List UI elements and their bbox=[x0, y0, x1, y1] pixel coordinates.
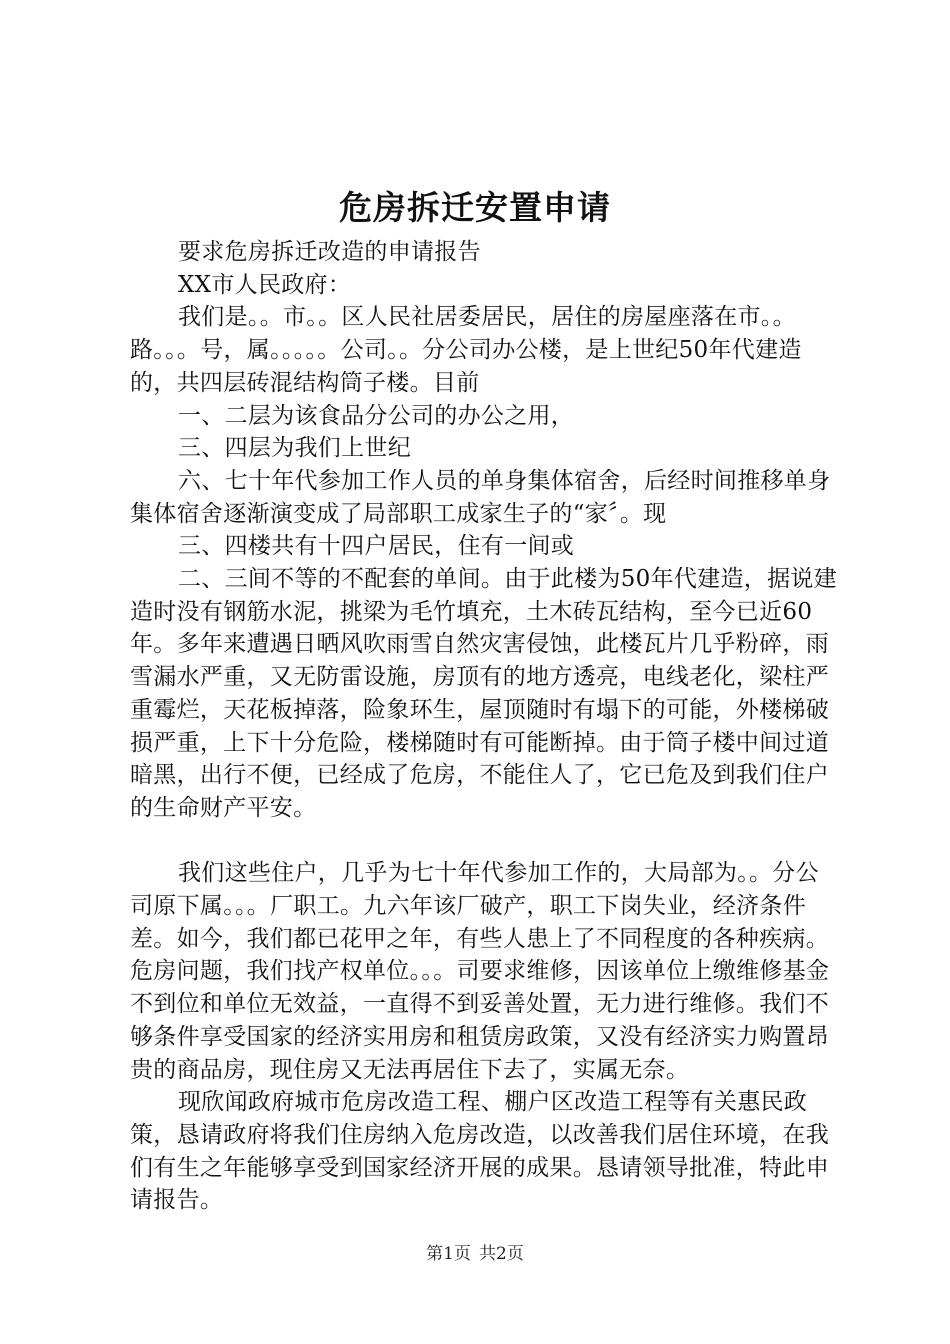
paragraph-dormitory: 六、七十年代参加工作人员的单身集体宿舍，后经时间推移单身集体宿舍逐渐演变成了局部职工成家生子的“家〞。现 bbox=[130, 467, 831, 527]
paragraph-residents: 我们这些住户，几乎为七十年代参加工作的，大局部为。。分公司原下属。。。厂职工。九六年该厂破产，职工下岗失业，经济条件差。如今，我们都已花甲之年，有些人患上了不同程度的各种疾病。危房问题，我们找产权单位。。。司要求维修，因该单位上缴维修基金不到位和单位无效益，一直得不到妥善处置，无力进行维修。我们不够条件享受国家的经济实用房和租赁房政策，又没有经济实力购置昂贵的商品房，现住房又无法再居住下去了，实属无奈。 bbox=[130, 860, 830, 1083]
paragraph-intro: 我们是。。市。。区人民社居委居民，居住的房屋座落在市。。路。。。号，属。。。。。公司。。分公司办公楼，是上世纪50年代建造的，共四层砖混结构筒子楼。目前 bbox=[130, 304, 802, 396]
paragraph-addressee: XX市人民政府： bbox=[178, 271, 352, 298]
page-number: 第1页 bbox=[426, 1244, 471, 1264]
paragraph-households: 三、四楼共有十四户居民，住有一间或 bbox=[178, 533, 575, 560]
paragraph-subject: 要求危房拆迁改造的申请报告 bbox=[178, 239, 481, 265]
paragraph-request: 现欣闻政府城市危房改造工程、棚户区改造工程等有关惠民政策，恳请政府将我们住房纳入危房改造，以改善我们居住环境，在我们有生之年能够享受到国家经济开展的成果。恳请领导批准，特此申请报告。 bbox=[130, 1089, 829, 1214]
paragraph-floors-3-4: 三、四层为我们上世纪 bbox=[178, 435, 411, 462]
paragraph-floors-1-2: 一、二层为该食品分公司的办公之用， bbox=[178, 402, 575, 429]
paragraph-building-condition: 二、三间不等的不配套的单间。由于此楼为50年代建造，据说建造时没有钢筋水泥，挑梁为毛竹填充，土木砖瓦结构，至今已近60年。多年来遭遇日晒风吹雨雪自然灾害侵蚀，此楼瓦片几乎粉碎，雨雪漏水严重，又无防雷设施，房顶有的地方透亮，电线老化，梁柱严重霉烂，天花板掉落，险象环生，屋顶随时有塌下的可能，外楼梯破损严重，上下十分危险，楼梯随时有可能断掉。由于筒子楼中间过道暗黑，出行不便，已经成了危房，不能住人了，它已危及到我们住户的生命财产平安。 bbox=[130, 566, 837, 821]
page-footer bbox=[0, 1243, 950, 1265]
document-body bbox=[130, 236, 842, 1217]
document-title: 危房拆迁安置申请 bbox=[339, 188, 611, 227]
page-total: 共2页 bbox=[479, 1244, 524, 1264]
